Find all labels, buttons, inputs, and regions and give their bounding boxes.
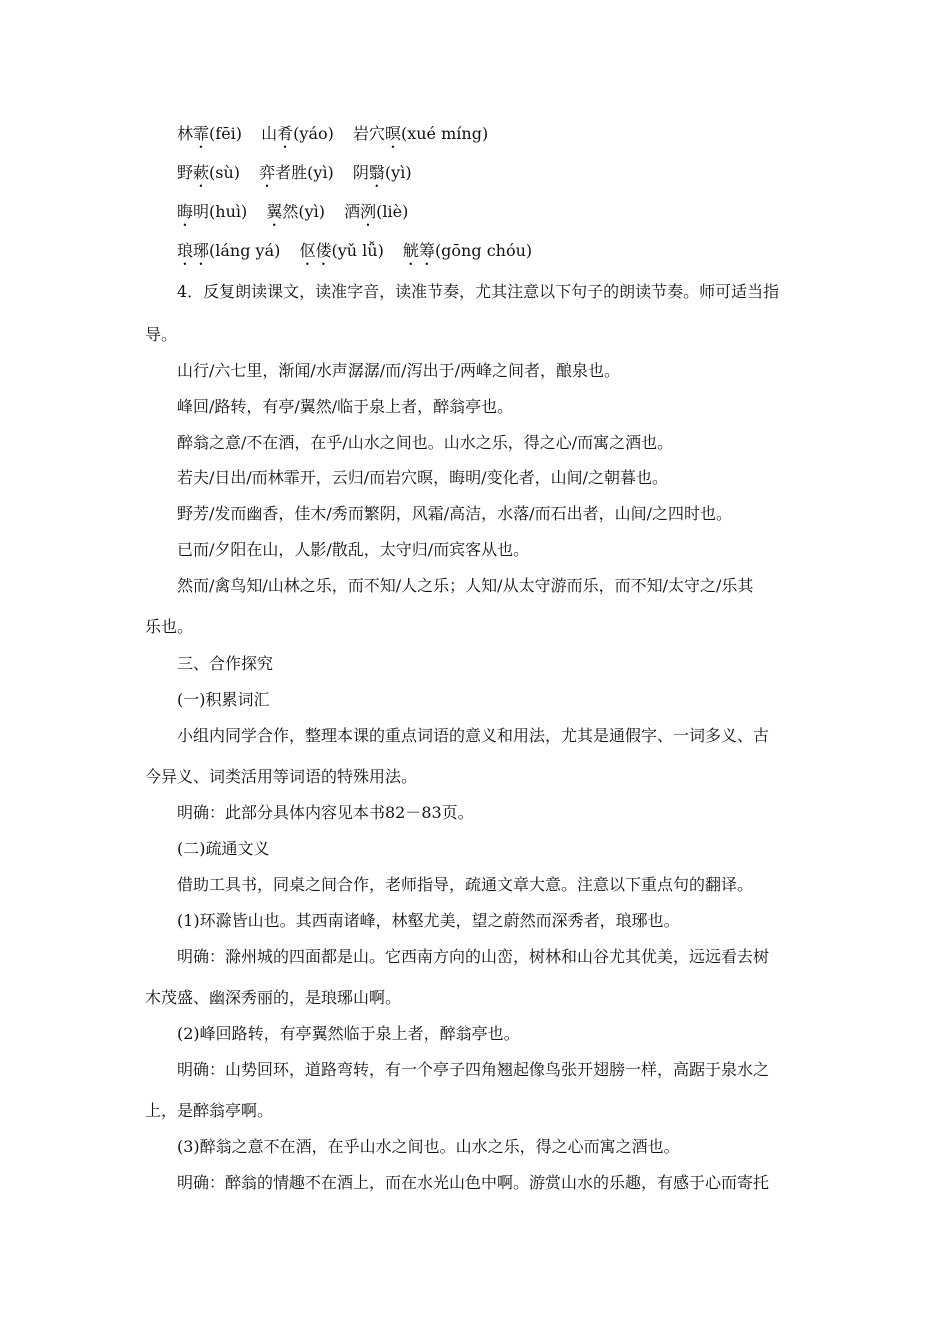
pinyin-row-3: 晦明(huì) 翼然(yì) 酒洌(liè) xyxy=(177,202,409,221)
section-heading: 三、合作探究 xyxy=(177,654,274,673)
pinyin-row-1: 林霏(fēi) 山肴(yáo) 岩穴暝(xué míng) xyxy=(177,124,489,143)
rhythm-line-4: 若夫/日出/而林霏开，云归/而岩穴暝，晦明/变化者，山间/之朝暮也。 xyxy=(177,468,668,487)
rhythm-line-1: 山行/六七里，渐闻/水声潺潺/而/泻出于/两峰之间者，酿泉也。 xyxy=(177,361,620,380)
answer-1-line-1: 明确：滁州城的四面都是山。它西南方向的山峦，树林和山谷尤其优美，远远看去树 xyxy=(177,947,770,966)
answer-2-line-1: 明确：山势回环，道路弯转，有一个亭子四角翘起像鸟张开翅膀一样，高踞于泉水之 xyxy=(177,1060,770,1079)
rhythm-line-2: 峰回/路转，有亭/翼然/临于泉上者，醉翁亭也。 xyxy=(177,397,514,416)
rhythm-line-7-cont: 乐也。 xyxy=(145,617,194,636)
step4-line-2: 导。 xyxy=(145,325,178,344)
answer-1-line-2: 木茂盛、幽深秀丽的，是琅琊山啊。 xyxy=(145,988,402,1007)
paragraph-translation: 借助工具书，同桌之间合作，老师指导，疏通文章大意。注意以下重点句的翻译。 xyxy=(177,875,754,894)
pinyin-row-2: 野蔌(sù) 弈者胜(yì) 阴翳(yì) xyxy=(177,163,412,182)
paragraph-vocabulary-line-1: 小组内同学合作，整理本课的重点词语的意义和用法，尤其是通假字、一词多义、古 xyxy=(177,726,770,745)
answer-vocabulary: 明确：此部分具体内容见本书82－83页。 xyxy=(177,803,474,822)
rhythm-line-6: 已而/夕阳在山，人影/散乱，太守归/而宾客从也。 xyxy=(177,540,530,559)
subheading-vocabulary: (一)积累词汇 xyxy=(177,690,270,709)
question-1: (1)环滁皆山也。其西南诸峰，林壑尤美，望之蔚然而深秀者，琅琊也。 xyxy=(177,911,680,930)
step4-line-1: 4．反复朗读课文，读准字音，读准节奏，尤其注意以下句子的朗读节奏。师可适当指 xyxy=(177,282,780,301)
rhythm-line-5: 野芳/发而幽香，佳木/秀而繁阴，风霜/高洁，水落/而石出者，山间/之四时也。 xyxy=(177,504,732,523)
answer-2-line-2: 上，是醉翁亭啊。 xyxy=(145,1101,274,1120)
question-3: (3)醉翁之意不在酒，在乎山水之间也。山水之乐，得之心而寓之酒也。 xyxy=(177,1137,680,1156)
rhythm-line-7: 然而/禽鸟知/山林之乐，而不知/人之乐；人知/从太守游而乐，而不知/太守之/乐其 xyxy=(177,576,754,595)
pinyin-row-4: 琅琊(láng yá) 伛偻(yǔ lǚ) 觥筹(gōng chóu) xyxy=(177,241,533,260)
question-2: (2)峰回路转，有亭翼然临于泉上者，醉翁亭也。 xyxy=(177,1024,520,1043)
paragraph-vocabulary-line-2: 今异义、词类活用等词语的特殊用法。 xyxy=(145,767,418,786)
subheading-translation: (二)疏通文义 xyxy=(177,839,270,858)
answer-3-line-1: 明确：醉翁的情趣不在酒上，而在水光山色中啊。游赏山水的乐趣，有感于心而寄托 xyxy=(177,1173,770,1192)
rhythm-line-3: 醉翁之意/不在酒，在乎/山水之间也。山水之乐，得之心/而寓之酒也。 xyxy=(177,433,674,452)
